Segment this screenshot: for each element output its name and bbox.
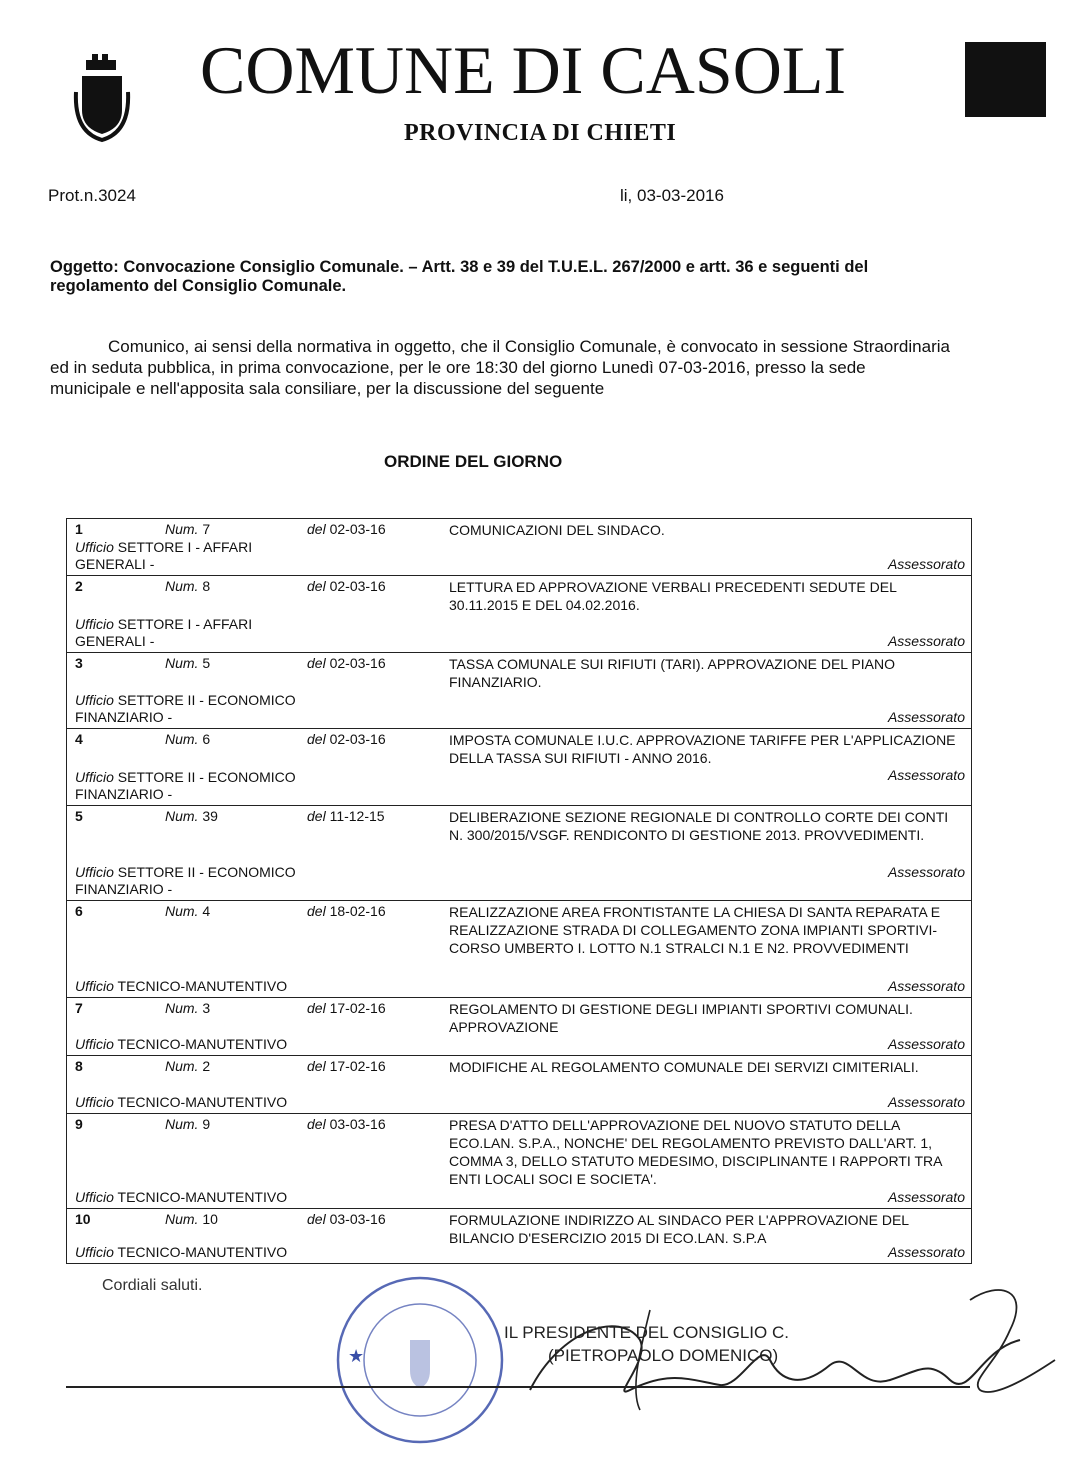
office-label: Ufficio <box>75 692 114 708</box>
office-name: TECNICO-MANUTENTIVO <box>117 1189 288 1205</box>
item-description: REGOLAMENTO DI GESTIONE DEGLI IMPIANTI SPORTIVI COMUNALI. APPROVAZIONE <box>449 1001 913 1035</box>
item-number: 1 <box>75 521 83 537</box>
assessorato-label: Assessorato <box>887 633 965 649</box>
agenda-row <box>67 1209 971 1263</box>
resolution-number: 10 <box>202 1211 218 1227</box>
resolution-number: 9 <box>202 1116 211 1132</box>
resolution-number: 8 <box>202 578 211 594</box>
item-description: MODIFICHE AL REGOLAMENTO COMUNALE DEI SERVIZI CIMITERIALI. <box>449 1059 919 1075</box>
flag-emblem <box>965 42 1046 117</box>
office-name: TECNICO-MANUTENTIVO <box>117 1094 288 1110</box>
office-name: TECNICO-MANUTENTIVO <box>117 1244 288 1260</box>
office-label: Ufficio <box>75 616 114 632</box>
del-label: del <box>307 521 326 537</box>
agenda-row <box>67 519 971 576</box>
office-label: Ufficio <box>75 539 114 555</box>
item-description: LETTURA ED APPROVAZIONE VERBALI PRECEDENTI SEDUTE DEL 30.11.2015 E DEL 04.02.2016. <box>449 579 897 613</box>
protocol-number: Prot.n.3024 <box>48 186 136 205</box>
assessorato-label: Assessorato <box>887 864 965 880</box>
item-description: TASSA COMUNALE SUI RIFIUTI (TARI). APPROVAZIONE DEL PIANO FINANZIARIO. <box>449 656 895 690</box>
resolution-date: 17-02-16 <box>329 1000 386 1016</box>
del-label: del <box>307 1116 326 1132</box>
item-number: 8 <box>75 1058 83 1074</box>
del-label: del <box>307 1058 326 1074</box>
resolution-number: 39 <box>202 808 218 824</box>
num-label: Num. <box>165 731 199 747</box>
assessorato-label: Assessorato <box>887 1244 965 1260</box>
subject-line: Oggetto: Convocazione Consiglio Comunale. – Artt. 38 e 39 del T.U.E.L. 267/2000 e artt. 36 e seguenti del regolamento del Consiglio Comunale. <box>50 258 869 295</box>
official-stamp <box>330 1270 510 1450</box>
resolution-date: 03-03-16 <box>329 1211 386 1227</box>
assessorato-label: Assessorato <box>887 1094 965 1110</box>
item-number: 9 <box>75 1116 83 1132</box>
office-name: SETTORE II - ECONOMICO FINANZIARIO - <box>75 769 296 802</box>
agenda-row <box>67 1056 971 1114</box>
signer-name: (PIETROPAOLO DOMENICO) <box>548 1346 779 1365</box>
item-number: 6 <box>75 903 83 919</box>
municipal-crest-icon <box>72 52 132 144</box>
num-label: Num. <box>165 903 199 919</box>
item-number: 10 <box>75 1211 91 1227</box>
office-label: Ufficio <box>75 864 114 880</box>
item-description: COMUNICAZIONI DEL SINDACO. <box>449 522 665 538</box>
item-description: REALIZZAZIONE AREA FRONTISTANTE LA CHIESA DI SANTA REPARATA E REALIZZAZIONE STRADA DI COLLEGAMENTO ZONA IMPIANTI SPORTIVI- CORSO UMBERTO I. LOTTO N.1 STRALCI N.1 E N2. PROVVEDIMENTI <box>449 904 941 956</box>
office-name: SETTORE II - ECONOMICO FINANZIARIO - <box>75 692 296 725</box>
municipality-title: COMUNE DI CASOLI <box>200 32 846 108</box>
resolution-date: 02-03-16 <box>329 521 386 537</box>
del-label: del <box>307 578 326 594</box>
resolution-date: 17-02-16 <box>329 1058 386 1074</box>
del-label: del <box>307 1211 326 1227</box>
item-description: IMPOSTA COMUNALE I.U.C. APPROVAZIONE TARIFFE PER L'APPLICAZIONE DELLA TASSA SUI RIFIUTI - ANNO 2016. <box>449 732 956 766</box>
office-label: Ufficio <box>75 769 114 785</box>
office-name: SETTORE I - AFFARI GENERALI - <box>75 616 253 649</box>
item-number: 5 <box>75 808 83 824</box>
del-label: del <box>307 731 326 747</box>
office-label: Ufficio <box>75 1094 114 1110</box>
del-label: del <box>307 1000 326 1016</box>
num-label: Num. <box>165 808 199 824</box>
greeting: Cordiali saluti. <box>102 1277 203 1294</box>
agenda-row <box>67 1114 971 1209</box>
item-description: DELIBERAZIONE SEZIONE REGIONALE DI CONTROLLO CORTE DEI CONTI N. 300/2015/VSGF. RENDICONTO DI GESTIONE 2013. PROVVEDIMENTI. <box>449 809 949 843</box>
resolution-date: 18-02-16 <box>329 903 386 919</box>
resolution-number: 6 <box>202 731 211 747</box>
svg-text:★: ★ <box>348 1346 365 1366</box>
province-subtitle: PROVINCIA DI CHIETI <box>404 120 677 146</box>
resolution-date: 11-12-15 <box>329 808 385 824</box>
office-label: Ufficio <box>75 978 114 994</box>
office-label: Ufficio <box>75 1189 114 1205</box>
resolution-number: 2 <box>202 1058 211 1074</box>
agenda-row <box>67 653 971 729</box>
del-label: del <box>307 903 326 919</box>
signature-line <box>66 1386 970 1388</box>
intro-paragraph: Comunico, ai sensi della normativa in oggetto, che il Consiglio Comunale, è convocato in sessione Straordinaria ed in seduta pubblica, in prima convocazione, per le ore 18:30 del giorno Lunedì 07-03-2016, presso la sede municipale e nell'apposita sala consiliare, per la discussione del seguente <box>50 337 950 398</box>
document-date: li, 03-03-2016 <box>620 186 724 205</box>
item-description: PRESA D'ATTO DELL'APPROVAZIONE DEL NUOVO STATUTO DELLA ECO.LAN. S.P.A., NONCHE' DEL REGOLAMENTO PREVISTO DALL'ART. 1, COMMA 3, DELLO STATUTO MEDESIMO, DISCIPLINANTE I RAPPORTI TRA ENTI LOCALI SOCI E SOCIETA'. <box>449 1117 942 1187</box>
assessorato-label: Assessorato <box>887 1036 965 1052</box>
num-label: Num. <box>165 1058 199 1074</box>
agenda-row <box>67 901 971 998</box>
assessorato-label: Assessorato <box>887 709 965 725</box>
agenda-table <box>66 518 972 1264</box>
resolution-date: 02-03-16 <box>329 655 386 671</box>
office-label: Ufficio <box>75 1244 114 1260</box>
agenda-row <box>67 729 971 806</box>
resolution-number: 4 <box>202 903 211 919</box>
office-name: TECNICO-MANUTENTIVO <box>117 978 288 994</box>
assessorato-label: Assessorato <box>887 1189 965 1205</box>
resolution-date: 02-03-16 <box>329 578 386 594</box>
office-name: SETTORE II - ECONOMICO FINANZIARIO - <box>75 864 296 897</box>
agenda-row <box>67 806 971 901</box>
resolution-number: 3 <box>202 1000 211 1016</box>
assessorato-label: Assessorato <box>887 978 965 994</box>
resolution-number: 5 <box>202 655 211 671</box>
num-label: Num. <box>165 1211 199 1227</box>
num-label: Num. <box>165 1000 199 1016</box>
signer-title: IL PRESIDENTE DEL CONSIGLIO C. <box>504 1323 789 1342</box>
item-number: 7 <box>75 1000 83 1016</box>
resolution-date: 02-03-16 <box>329 731 386 747</box>
num-label: Num. <box>165 578 199 594</box>
num-label: Num. <box>165 1116 199 1132</box>
num-label: Num. <box>165 655 199 671</box>
assessorato-label: Assessorato <box>887 556 965 572</box>
office-label: Ufficio <box>75 1036 114 1052</box>
agenda-row <box>67 998 971 1056</box>
item-description: FORMULAZIONE INDIRIZZO AL SINDACO PER L'APPROVAZIONE DEL BILANCIO D'ESERCIZIO 2015 DI ECO.LAN. S.P.A <box>449 1212 909 1246</box>
del-label: del <box>307 808 326 824</box>
agenda-title: ORDINE DEL GIORNO <box>384 452 563 471</box>
del-label: del <box>307 655 326 671</box>
office-name: TECNICO-MANUTENTIVO <box>117 1036 288 1052</box>
item-number: 3 <box>75 655 83 671</box>
office-name: SETTORE I - AFFARI GENERALI - <box>75 539 253 572</box>
assessorato-label: Assessorato <box>887 767 965 783</box>
num-label: Num. <box>165 521 199 537</box>
resolution-date: 03-03-16 <box>329 1116 386 1132</box>
item-number: 4 <box>75 731 83 747</box>
resolution-number: 7 <box>202 521 211 537</box>
agenda-row <box>67 576 971 653</box>
item-number: 2 <box>75 578 83 594</box>
